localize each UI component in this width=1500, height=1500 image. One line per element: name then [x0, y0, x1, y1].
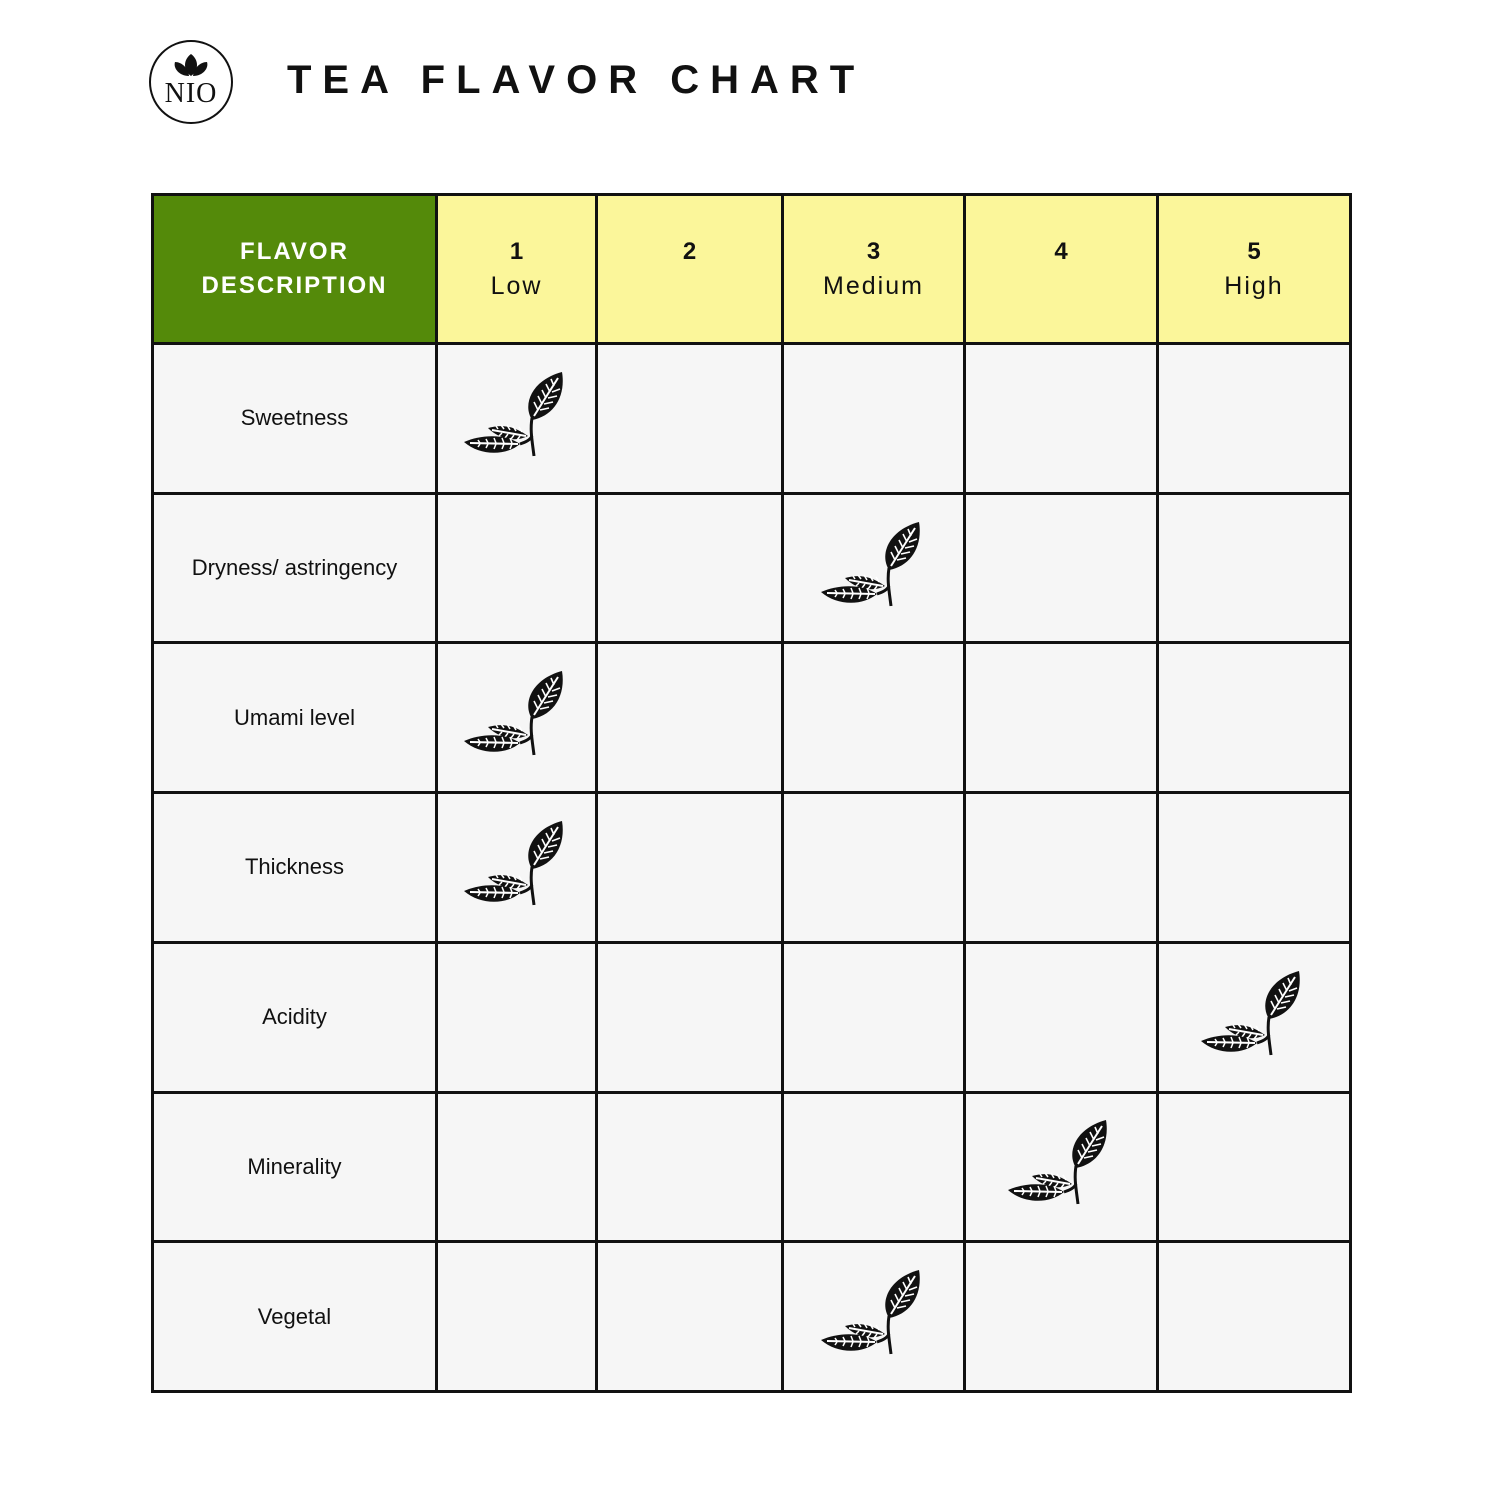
level-label: Medium	[823, 272, 924, 300]
level-cell-3	[783, 643, 965, 793]
flavor-label: Thickness	[153, 793, 437, 943]
table-row	[153, 793, 1351, 943]
table-row	[153, 1092, 1351, 1242]
level-header-1	[437, 195, 597, 344]
level-number: 2	[682, 238, 697, 265]
level-cell-1	[437, 793, 597, 943]
level-cell-5	[1158, 942, 1351, 1092]
level-cell-3	[783, 493, 965, 643]
flavor-label: Dryness/ astringency	[153, 493, 437, 643]
tea-leaf-icon	[1006, 1118, 1116, 1210]
level-cell-1	[437, 643, 597, 793]
level-header-5	[1158, 195, 1351, 344]
tea-leaf-icon	[819, 520, 929, 612]
table-row	[153, 643, 1351, 793]
header-line-1: FLAVOR	[240, 238, 349, 265]
level-cell-4	[965, 942, 1158, 1092]
level-cell-5	[1158, 493, 1351, 643]
level-number: 5	[1247, 238, 1261, 265]
header-line-2: DESCRIPTION	[201, 272, 388, 299]
level-number: 3	[866, 238, 881, 265]
flavor-description-header	[153, 195, 437, 344]
tea-leaf-icon	[462, 370, 572, 462]
table-row	[153, 493, 1351, 643]
level-header-4	[965, 195, 1158, 344]
tea-leaf-icon	[819, 1268, 929, 1360]
level-cell-5	[1158, 1242, 1351, 1392]
level-label: Low	[490, 272, 543, 300]
level-cell-1	[437, 1242, 597, 1392]
level-cell-3	[783, 1092, 965, 1242]
level-number: 1	[509, 238, 524, 265]
level-header-2	[597, 195, 783, 344]
logo-text: NIO	[164, 78, 218, 109]
page-title: TEA FLAVOR CHART	[287, 58, 866, 102]
level-cell-2	[597, 942, 783, 1092]
level-cell-2	[597, 793, 783, 943]
table-header-row	[153, 195, 1351, 344]
flavor-label: Umami level	[153, 643, 437, 793]
level-cell-2	[597, 1242, 783, 1392]
level-cell-4	[965, 643, 1158, 793]
flavor-table-body	[153, 344, 1351, 1392]
tea-leaf-icon	[1199, 969, 1309, 1061]
level-cell-5	[1158, 643, 1351, 793]
table-row	[153, 344, 1351, 494]
flavor-label: Minerality	[153, 1092, 437, 1242]
level-cell-5	[1158, 344, 1351, 494]
tea-leaf-icon	[462, 669, 572, 761]
level-number: 4	[1054, 238, 1068, 265]
level-cell-1	[437, 493, 597, 643]
flavor-label: Acidity	[153, 942, 437, 1092]
level-cell-5	[1158, 1092, 1351, 1242]
level-cell-4	[965, 1092, 1158, 1242]
level-cell-2	[597, 643, 783, 793]
level-cell-2	[597, 344, 783, 494]
level-cell-1	[437, 942, 597, 1092]
table-row	[153, 942, 1351, 1092]
level-cell-2	[597, 1092, 783, 1242]
level-label	[966, 269, 1156, 303]
level-label	[598, 269, 781, 303]
flavor-table	[151, 193, 1352, 1393]
level-cell-1	[437, 1092, 597, 1242]
level-cell-3	[783, 793, 965, 943]
level-cell-3	[783, 1242, 965, 1392]
table-row	[153, 1242, 1351, 1392]
level-cell-2	[597, 493, 783, 643]
flavor-label: Sweetness	[153, 344, 437, 494]
nio-logo	[149, 40, 233, 124]
level-cell-4	[965, 1242, 1158, 1392]
page-header	[0, 0, 1500, 170]
tea-leaf-icon	[462, 819, 572, 911]
level-label: High	[1224, 272, 1284, 300]
level-cell-4	[965, 344, 1158, 494]
level-cell-3	[783, 942, 965, 1092]
level-header-3	[783, 195, 965, 344]
level-cell-3	[783, 344, 965, 494]
level-cell-4	[965, 793, 1158, 943]
level-cell-1	[437, 344, 597, 494]
level-cell-4	[965, 493, 1158, 643]
level-cell-5	[1158, 793, 1351, 943]
flavor-label: Vegetal	[153, 1242, 437, 1392]
